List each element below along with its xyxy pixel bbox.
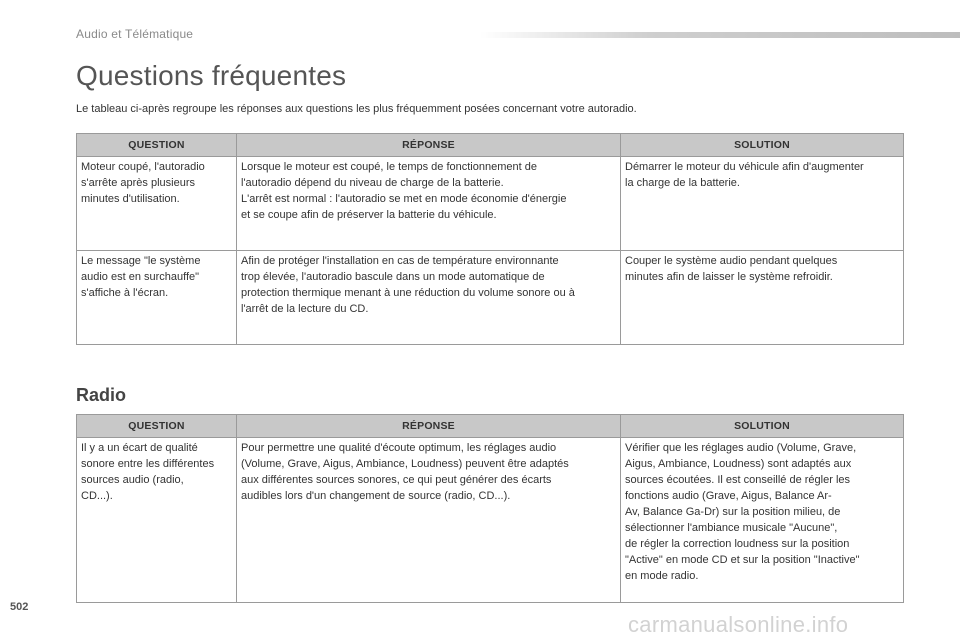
header-section-label: Audio et Télématique — [76, 27, 194, 41]
table-header-row — [77, 415, 904, 438]
question-cell: Moteur coupé, l'autoradio s'arrête après plusieurs minutes d'utilisation. — [77, 157, 237, 251]
solution-cell: Démarrer le moteur du véhicule afin d'augmenter la charge de la batterie. — [621, 157, 904, 251]
solution-cell: Vérifier que les réglages audio (Volume, Grave, Aigus, Ambiance, Loudness) sont adaptés aux sources écoutées. Il est conseillé de régler les fonctions audio (Grave, Aigus, Balance Ar- Av, Balance Ga-Dr) sur la position milieu, de sélectionner l'ambiance musicale "Aucune", de régler la correction loudness sur la position "Active" en mode CD et sur la position "Inactive" en mode radio. — [621, 438, 904, 603]
answer-cell: Afin de protéger l'installation en cas de température environnante trop élevée, l'autoradio bascule dans un mode automatique de protection thermique menant à une réduction du volume sonore ou à l'arrêt de la lecture du CD. — [237, 251, 621, 345]
answer-cell: Pour permettre une qualité d'écoute optimum, les réglages audio (Volume, Grave, Aigus, Ambiance, Loudness) peuvent être adaptés aux différentes sources sonores, ce qui peut générer des écarts audibles lors d'un changement de source (radio, CD...). — [237, 438, 621, 603]
intro-paragraph: Le tableau ci-après regroupe les réponses aux questions les plus fréquemment posées concernant votre autoradio. — [76, 103, 637, 115]
header-decorative-bar — [480, 32, 960, 38]
table-row — [77, 157, 904, 251]
column-header-question: QUESTION — [77, 415, 237, 438]
answer-cell: Lorsque le moteur est coupé, le temps de fonctionnement de l'autoradio dépend du niveau de charge de la batterie. L'arrêt est normal : l'autoradio se met en mode économie d'énergie et se coupe afin de préserver la batterie du véhicule. — [237, 157, 621, 251]
column-header-answer: RÉPONSE — [237, 415, 621, 438]
table-row — [77, 438, 904, 603]
section-title-radio: Radio — [76, 385, 127, 405]
column-header-solution: SOLUTION — [621, 415, 904, 438]
table-row — [77, 251, 904, 345]
column-header-question: QUESTION — [77, 134, 237, 157]
question-cell: Le message "le système audio est en surchauffe" s'affiche à l'écran. — [77, 251, 237, 345]
watermark-text: carmanualsonline.info — [628, 612, 849, 637]
column-header-answer: RÉPONSE — [237, 134, 621, 157]
question-cell: Il y a un écart de qualité sonore entre les différentes sources audio (radio, CD...). — [77, 438, 237, 603]
column-header-solution: SOLUTION — [621, 134, 904, 157]
table-header-row — [77, 134, 904, 157]
page-number: 502 — [10, 601, 29, 613]
page-title: Questions fréquentes — [76, 60, 347, 91]
faq-table-radio — [76, 414, 904, 603]
solution-cell: Couper le système audio pendant quelques minutes afin de laisser le système refroidir. — [621, 251, 904, 345]
faq-table-general — [76, 133, 904, 345]
